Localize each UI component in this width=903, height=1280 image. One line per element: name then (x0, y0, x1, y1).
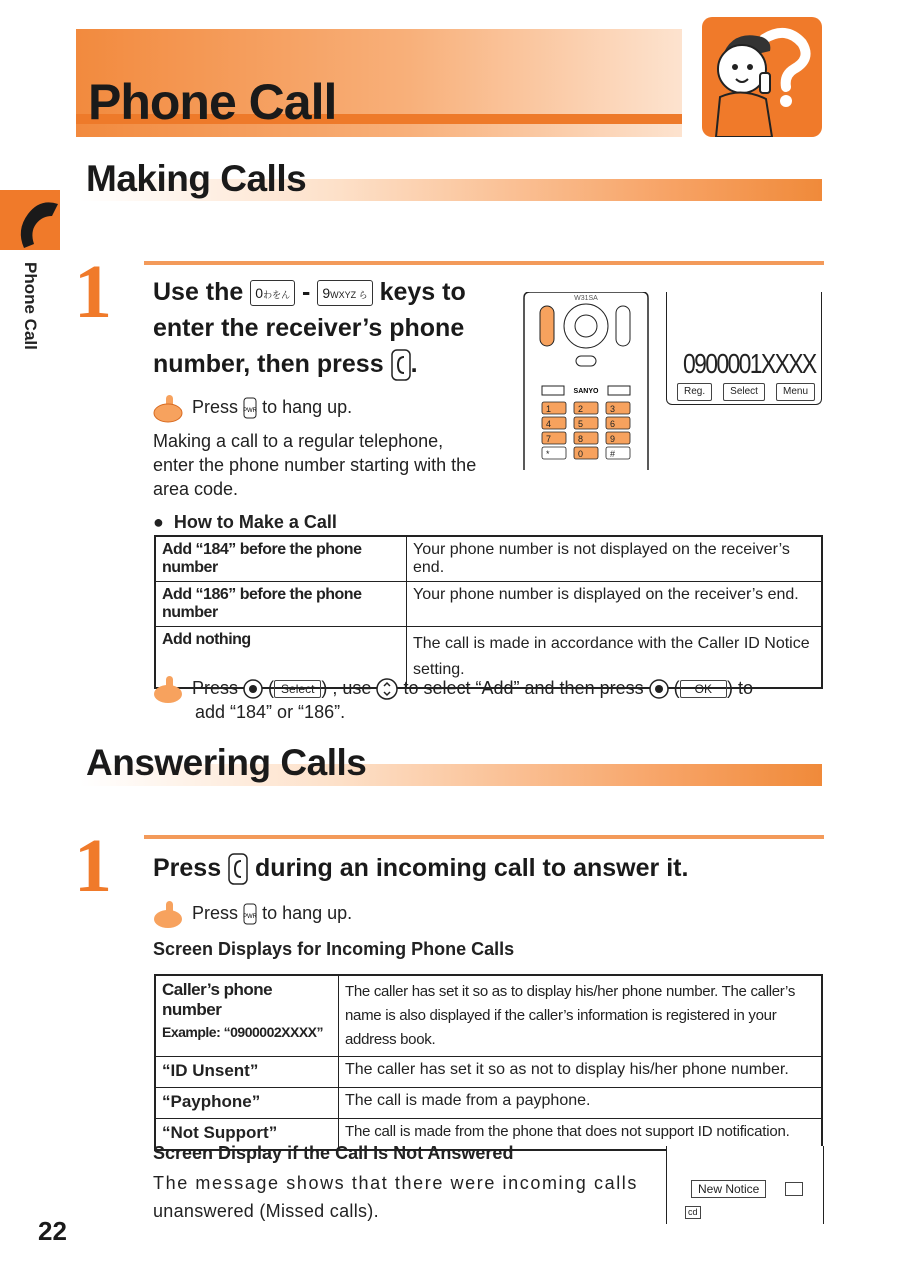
how-to-heading: ● How to Make a Call (153, 512, 337, 532)
softkey-ok-icon: OK (680, 680, 727, 698)
key-9-icon: 9WXYZ ら (317, 280, 372, 306)
softkey-reg: Reg. (677, 383, 712, 401)
not-answered-heading: Screen Display if the Call Is Not Answered (153, 1143, 514, 1163)
area-code-paragraph: Making a call to a regular telephone, enter the phone number starting with the area code. (153, 431, 477, 499)
pointing-hand-icon (153, 674, 187, 704)
hint-hangup: Press PWR to hang up. (153, 899, 352, 929)
section-title-making: Making Calls (86, 158, 307, 199)
page-title: Phone Call (88, 74, 337, 130)
handset-icon (0, 190, 60, 250)
power-key-icon (243, 397, 257, 419)
table-row: “Not Support” The call is made from the phone that does not support ID notification. (155, 1119, 822, 1150)
screen-softkeys (677, 383, 815, 401)
svg-text:4: 4 (546, 419, 552, 429)
side-tab-label: Phone Call (21, 262, 40, 350)
svg-text:2: 2 (578, 404, 584, 414)
svg-text:8: 8 (578, 434, 584, 444)
svg-text:9: 9 (610, 434, 616, 444)
table-row: “Payphone” The call is made from a payphone. (155, 1088, 822, 1119)
phone-keypad-illustration (522, 292, 650, 470)
table-row: “ID Unsent” The caller has set it so as not to display his/her phone number. (155, 1057, 822, 1088)
call-key-icon (391, 349, 411, 381)
side-tab (0, 190, 60, 250)
dialed-number: 0900001XXXX (683, 348, 816, 379)
missed-call-screen (666, 1146, 824, 1224)
hint-add-suffix: add “184” or “186”. (195, 702, 346, 722)
step-rule (144, 835, 824, 839)
phone-model-label: W31SA (574, 295, 598, 302)
step-instruction: Use the 0わをん - 9WXYZ ら keys to enter the receiver’s phone number, then press . (153, 274, 493, 382)
displays-heading: Screen Displays for Incoming Phone Calls (153, 939, 515, 959)
not-answered-text: The message shows that there were incoming calls unanswered (Missed calls). (153, 1173, 638, 1221)
page-number: 22 (38, 1216, 67, 1246)
phone-brand-label: SANYO (573, 388, 599, 395)
center-key-icon (649, 679, 669, 699)
step-rule (144, 261, 824, 265)
call-key-icon (228, 853, 248, 885)
navigation-key-icon (376, 678, 398, 700)
svg-text:0: 0 (578, 449, 584, 459)
svg-text:PWR: PWR (243, 408, 258, 414)
svg-text:6: 6 (610, 419, 616, 429)
softkey-menu: Menu (776, 383, 815, 401)
section-title-answering: Answering Calls (86, 742, 367, 783)
hint-add-prefix: Press ( Select ) , use to select “Add” and then press ( OK ) to (153, 674, 833, 704)
key-0-icon: 0わをん (250, 280, 295, 306)
softkey-select: Select (723, 383, 765, 401)
svg-text:7: 7 (546, 434, 552, 444)
pointing-hand-icon (153, 899, 187, 929)
step-number: 1 (74, 250, 112, 334)
phone-screen-dialing (666, 292, 822, 405)
table-row: Add “186” before the phone number Your phone number is displayed on the receiver’s end. (155, 582, 822, 627)
svg-text:1: 1 (546, 404, 552, 414)
answer-instruction: Press during an incoming call to answer it. (153, 850, 688, 886)
new-notice-label: New Notice (691, 1180, 766, 1198)
bullet-icon: ● (153, 512, 164, 532)
softkey-select-icon: Select (274, 680, 321, 698)
mascot-illustration (702, 17, 822, 137)
how-to-table (154, 535, 823, 689)
power-key-icon (243, 903, 257, 925)
table-row: Add nothing The call is made in accordance with the Caller ID Notice setting. (155, 627, 822, 689)
svg-text:#: # (610, 449, 616, 459)
incoming-displays-table (154, 974, 823, 1151)
table-row: Caller’s phone number Example: “0900002XXXX” The caller has set it so as to display his/her phone number. The caller’s name is also displayed if the caller’s information is registered in your address book. (155, 975, 822, 1057)
envelope-icon (785, 1182, 803, 1196)
svg-text:5: 5 (578, 419, 584, 429)
pointing-hand-icon (153, 393, 187, 423)
svg-text:PWR: PWR (243, 914, 258, 920)
svg-text:3: 3 (610, 404, 616, 414)
hint-hangup: Press PWR to hang up. (153, 393, 352, 423)
screen-sub-label: cd (685, 1206, 701, 1219)
table-row: Add “184” before the phone number Your phone number is not displayed on the receiver’s end. (155, 536, 822, 582)
center-key-icon (243, 679, 263, 699)
step-number: 1 (74, 824, 112, 908)
svg-text:*: * (546, 449, 550, 459)
